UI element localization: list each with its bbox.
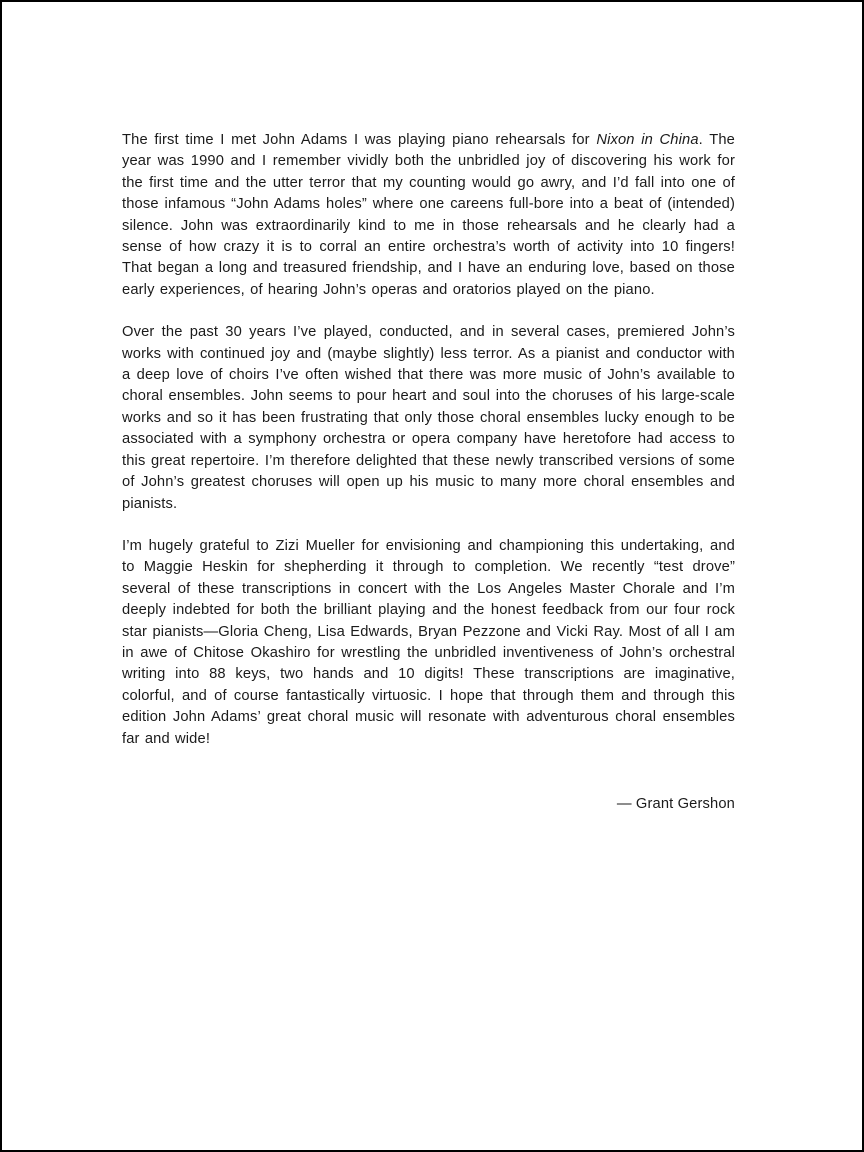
work-title-italic: Nixon in China <box>596 132 699 148</box>
foreword-text-block <box>122 130 735 815</box>
paragraph-1-after-italic: . The year was 1990 and I remember vividly both the unbridled joy of discovering his work for the first time and the utter terror that my counting would go awry, and I’d fall into one of those infamous “John Adams holes” where one careens full-bore into a beat of (intended) silence. John was extraordinarily kind to me in those rehearsals and he clearly had a sense of how crazy it is to corral an entire orchestra’s worth of activity into 10 fingers! That began a long and treasured friendship, and I have an enduring love, based on those early experiences, of hearing John’s operas and oratorios played on the piano. <box>122 132 735 298</box>
paragraph-3: I’m hugely grateful to Zizi Mueller for envisioning and championing this undertaking, and to Maggie Heskin for shepherding it through to completion. We recently “test drove” several of these transcriptions in concert with the Los Angeles Master Chorale and I’m deeply indebted for both the brilliant playing and the honest feedback from our four rock star pianists—Gloria Cheng, Lisa Edwards, Bryan Pezzone and Vicki Ray. Most of all I am in awe of Chitose Okashiro for wrestling the unbridled inventiveness of John’s orchestral writing into 88 keys, two hands and 10 digits! These transcriptions are imaginative, colorful, and of course fantastically virtuosic. I hope that through them and through this edition John Adams’ great choral music will resonate with adventurous choral ensembles far and wide! <box>122 537 735 747</box>
paragraph-1 <box>122 130 735 301</box>
paragraph-1-before-italic: The first time I met John Adams I was playing piano rehearsals for <box>122 132 597 148</box>
signature: — Grant Gershon <box>616 795 735 812</box>
paragraph-2: Over the past 30 years I’ve played, conducted, and in several cases, premiered John’s works with continued joy and (maybe slightly) less terror. As a pianist and conductor with a deep love of choirs I’ve often wished that there was more music of John’s available to choral ensembles. John seems to pour heart and soul into the choruses of his large-scale works and so it has been frustrating that only those choral ensembles lucky enough to be associated with a symphony orchestra or opera company have heretofore had access to this great repertoire. I’m therefore delighted that these newly transcribed versions of some of John’s greatest choruses will open up his music to many more choral ensembles and pianists. <box>122 324 735 512</box>
